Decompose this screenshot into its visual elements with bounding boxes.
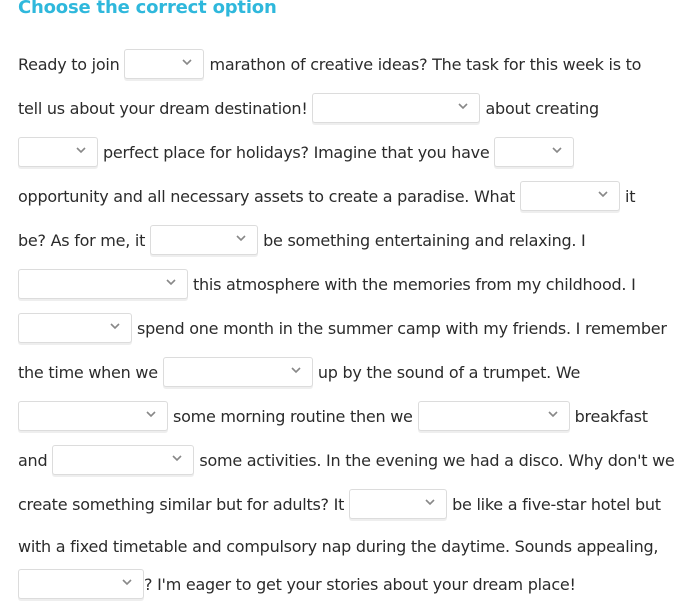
chevron-down-icon [457,100,469,112]
passage-text: this atmosphere with the memories from my childhood. I [193,274,636,294]
answer-dropdown-12[interactable] [52,445,194,475]
answer-dropdown-2[interactable] [312,93,480,123]
chevron-down-icon [181,56,193,68]
passage-line [18,486,661,522]
passage-text: spend one month in the summer camp with my friends. I remember [137,318,667,338]
passage-line [18,354,580,390]
chevron-down-icon [551,144,563,156]
chevron-down-icon [171,452,183,464]
passage-text: breakfast [574,406,648,426]
chevron-down-icon [165,276,177,288]
passage-text: be like a five-star hotel but [452,494,661,514]
chevron-down-icon [290,364,302,376]
passage-text: be? As for me, it [18,230,146,250]
answer-dropdown-7[interactable] [18,269,188,299]
passage-line [18,398,648,434]
passage-line [18,178,635,214]
chevron-down-icon [145,408,157,420]
chevron-down-icon [121,576,133,588]
answer-dropdown-5[interactable] [520,181,620,211]
passage-text: and [18,450,48,470]
answer-dropdown-14[interactable] [18,569,144,599]
passage-line [18,222,586,258]
answer-dropdown-10[interactable] [18,401,168,431]
chevron-down-icon [424,496,436,508]
chevron-down-icon [597,188,609,200]
answer-dropdown-6[interactable] [150,225,258,255]
passage-text: some morning routine then we [173,406,413,426]
passage-line [18,90,599,126]
passage-text: marathon of creative ideas? The task for this week is to [209,54,642,74]
passage-text: perfect place for holidays? Imagine that you have [103,142,490,162]
passage-text: be something entertaining and relaxing. I [263,230,586,250]
chevron-down-icon [547,408,559,420]
passage-text: some activities. In the evening we had a disco. Why don't we [199,450,675,470]
passage-text: with a fixed timetable and compulsory nap during the daytime. Sounds appealing, [18,536,659,556]
answer-dropdown-11[interactable] [418,401,570,431]
answer-dropdown-13[interactable] [349,489,447,519]
passage-line [18,46,641,82]
passage-line [18,134,579,170]
passage-text: the time when we [18,362,158,382]
passage-text: about creating [485,98,599,118]
answer-dropdown-4[interactable] [494,137,574,167]
passage-line [18,442,675,478]
exercise-title: Choose the correct option [18,0,277,18]
passage-text: tell us about your dream destination! [18,98,308,118]
passage-text: create something similar but for adults? It [18,494,345,514]
chevron-down-icon [235,232,247,244]
passage-line [18,310,667,346]
chevron-down-icon [75,144,87,156]
passage-line [18,528,658,564]
answer-dropdown-9[interactable] [163,357,313,387]
passage-line [18,266,636,302]
passage-text: opportunity and all necessary assets to create a paradise. What [18,186,516,206]
passage-text: Ready to join [18,54,120,74]
passage-text: ? I'm eager to get your stories about your dream place! [144,574,576,594]
answer-dropdown-8[interactable] [18,313,132,343]
answer-dropdown-3[interactable] [18,137,98,167]
passage-text: it [625,186,636,206]
chevron-down-icon [109,320,121,332]
passage-line [18,566,576,602]
answer-dropdown-1[interactable] [124,49,204,79]
passage-text: up by the sound of a trumpet. We [317,362,581,382]
